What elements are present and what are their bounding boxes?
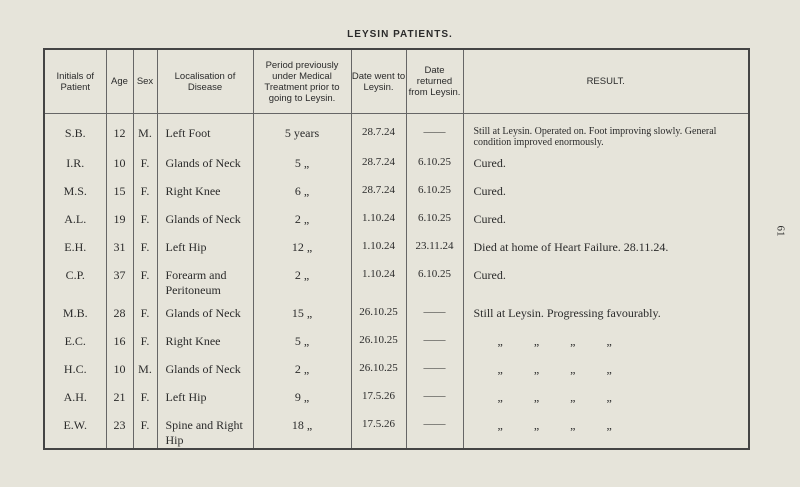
cell-sex: F. [133, 148, 157, 176]
cell-date-went: 26.10.25 [351, 326, 406, 354]
cell-localisation: Left Foot [157, 114, 253, 149]
cell-period: 15 „ [253, 298, 351, 326]
table-row [44, 298, 749, 326]
cell-initials: A.L. [64, 212, 87, 226]
cell-localisation: Glands of Neck [157, 148, 253, 176]
cell-initials: C.P. [65, 268, 85, 282]
cell-period: 5 years [253, 114, 351, 149]
cell-date-went: 28.7.24 [351, 148, 406, 176]
cell-date-returned: —— [406, 298, 463, 326]
cell-localisation: Left Hip [157, 382, 253, 410]
cell-period: 5 „ [253, 326, 351, 354]
cell-age: 31 [106, 232, 133, 260]
cell-result: „ „ „ „ [463, 410, 749, 449]
table-row [44, 326, 749, 354]
header-age: Age [106, 49, 133, 114]
cell-age: 12 [106, 114, 133, 149]
cell-period: 6 „ [253, 176, 351, 204]
cell-result: Cured. [463, 176, 749, 204]
cell-age: 37 [106, 260, 133, 298]
cell-initials: E.C. [64, 334, 86, 348]
cell-sex: F. [133, 326, 157, 354]
header-row [44, 49, 749, 114]
cell-localisation: Right Knee [157, 326, 253, 354]
cell-date-went: 26.10.25 [351, 298, 406, 326]
page-number: 61 [774, 225, 787, 237]
cell-date-went: 17.5.26 [351, 410, 406, 449]
cell-localisation: Left Hip [157, 232, 253, 260]
cell-result: Cured. [463, 260, 749, 298]
cell-period: 2 „ [253, 204, 351, 232]
cell-date-returned: —— [406, 382, 463, 410]
table-row [44, 232, 749, 260]
cell-localisation: Right Knee [157, 176, 253, 204]
cell-date-returned: —— [406, 354, 463, 382]
leysin-patients-table [43, 48, 750, 450]
cell-date-went: 1.10.24 [351, 204, 406, 232]
cell-age: 23 [106, 410, 133, 449]
cell-initials: S.B. [64, 126, 86, 140]
cell-age: 21 [106, 382, 133, 410]
cell-date-returned: 23.11.24 [406, 232, 463, 260]
cell-date-went: 1.10.24 [351, 232, 406, 260]
cell-localisation: Glands of Neck [157, 354, 253, 382]
cell-sex: F. [133, 298, 157, 326]
table-row [44, 410, 749, 449]
cell-period: 18 „ [253, 410, 351, 449]
cell-localisation: Forearm and Peritoneum [157, 260, 253, 298]
cell-sex: F. [133, 176, 157, 204]
cell-period: 9 „ [253, 382, 351, 410]
cell-period: 2 „ [253, 354, 351, 382]
cell-initials: M.B. [62, 306, 88, 320]
cell-initials: I.R. [66, 156, 85, 170]
cell-age: 10 [106, 354, 133, 382]
cell-localisation: Glands of Neck [157, 298, 253, 326]
cell-sex: F. [133, 260, 157, 298]
cell-result: Cured. [463, 148, 749, 176]
cell-initials: E.W. [63, 418, 88, 432]
cell-date-went: 28.7.24 [351, 114, 406, 149]
page-title: LEYSIN PATIENTS. [347, 29, 453, 40]
header-period: Period previously under Medical Treatment prior to going to Leysin. [253, 49, 351, 114]
cell-sex: F. [133, 410, 157, 449]
cell-period: 12 „ [253, 232, 351, 260]
header-sex: Sex [133, 49, 157, 114]
cell-result: Cured. [463, 204, 749, 232]
cell-initials: H.C. [63, 362, 87, 376]
header-initials: Initials of Patient [44, 49, 106, 114]
table-row [44, 382, 749, 410]
cell-age: 16 [106, 326, 133, 354]
cell-date-went: 26.10.25 [351, 354, 406, 382]
cell-sex: F. [133, 204, 157, 232]
cell-result: Died at home of Heart Failure. 28.11.24. [463, 232, 749, 260]
cell-date-went: 28.7.24 [351, 176, 406, 204]
cell-result: „ „ „ „ [463, 382, 749, 410]
cell-date-returned: —— [406, 326, 463, 354]
cell-initials: E.H. [64, 240, 87, 254]
cell-sex: F. [133, 232, 157, 260]
table-row [44, 354, 749, 382]
cell-result: „ „ „ „ [463, 354, 749, 382]
table-row [44, 114, 749, 149]
cell-age: 10 [106, 148, 133, 176]
cell-date-returned: 6.10.25 [406, 148, 463, 176]
header-localisation: Localisation of Disease [157, 49, 253, 114]
header-date-returned: Date returned from Leysin. [406, 49, 463, 114]
cell-result: Still at Leysin. Operated on. Foot improving slowly. General condition improved enormously. [463, 114, 749, 149]
cell-sex: M. [133, 114, 157, 149]
table-row [44, 148, 749, 176]
table-row [44, 176, 749, 204]
cell-localisation: Spine and Right Hip [157, 410, 253, 449]
cell-sex: M. [133, 354, 157, 382]
cell-age: 19 [106, 204, 133, 232]
header-result: RESULT. [463, 49, 749, 114]
cell-period: 5 „ [253, 148, 351, 176]
cell-date-returned: —— [406, 114, 463, 149]
cell-date-returned: —— [406, 410, 463, 449]
cell-date-returned: 6.10.25 [406, 176, 463, 204]
cell-age: 15 [106, 176, 133, 204]
cell-result: „ „ „ „ [463, 326, 749, 354]
cell-date-went: 17.5.26 [351, 382, 406, 410]
cell-sex: F. [133, 382, 157, 410]
cell-date-returned: 6.10.25 [406, 260, 463, 298]
cell-initials: A.H. [63, 390, 87, 404]
cell-initials: M.S. [63, 184, 87, 198]
cell-localisation: Glands of Neck [157, 204, 253, 232]
cell-date-went: 1.10.24 [351, 260, 406, 298]
cell-period: 2 „ [253, 260, 351, 298]
table-row [44, 204, 749, 232]
cell-result: Still at Leysin. Progressing favourably. [463, 298, 749, 326]
cell-age: 28 [106, 298, 133, 326]
cell-date-returned: 6.10.25 [406, 204, 463, 232]
table-row [44, 260, 749, 298]
header-date-went: Date went to Leysin. [351, 49, 406, 114]
